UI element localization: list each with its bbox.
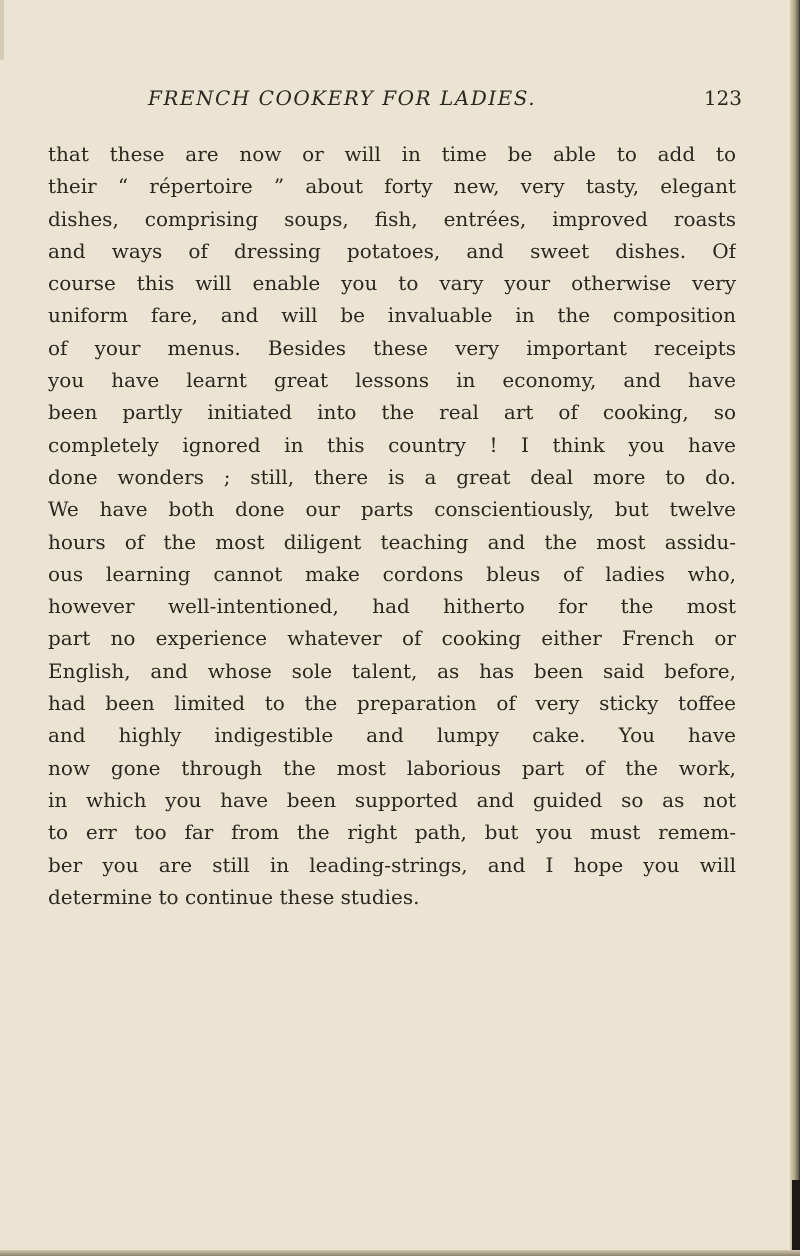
text-line: that these are now or will in time be able to add to — [48, 142, 736, 166]
text-line: part no experience whatever of cooking either French or — [48, 626, 736, 651]
page-number: 123 — [703, 86, 742, 110]
text-line: ous learning cannot make cordons bleus of ladies who, — [48, 561, 736, 586]
running-title: FRENCH COOKERY FOR LADIES. — [148, 86, 537, 110]
text-line: of your menus. Besides these very important receipts — [48, 335, 736, 360]
text-line: course this will enable you to vary your otherwise very — [48, 271, 736, 296]
text-line: had been limited to the preparation of very sticky toffee — [48, 691, 736, 716]
text-line: and highly indigestible and lumpy cake. You have — [48, 723, 736, 748]
text-line: and ways of dressing potatoes, and sweet dishes. Of — [48, 238, 736, 263]
text-line: now gone through the most laborious part of the work, — [48, 755, 736, 780]
text-line: been partly initiated into the real art of cooking, so — [48, 400, 736, 425]
text-line: their “ répertoire ” about forty new, very tasty, elegant — [48, 174, 736, 199]
text-line: dishes, comprising soups, fish, entrées, improved roasts — [48, 206, 736, 231]
page-right-edge — [790, 0, 800, 1256]
page-header — [46, 86, 758, 118]
text-line: ber you are still in leading-strings, and I hope you will — [48, 852, 736, 877]
text-line: English, and whose sole talent, as has been said before, — [48, 658, 736, 683]
text-line: to err too far from the right path, but you must remem- — [48, 820, 736, 845]
text-line: you have learnt great lessons in economy, and have — [48, 368, 736, 393]
text-line-last: determine to continue these studies. — [48, 884, 420, 909]
page-binding-shadow — [792, 1180, 800, 1256]
text-line: uniform fare, and will be invaluable in the composition — [48, 303, 736, 328]
text-line: hours of the most diligent teaching and the most assidu- — [48, 529, 736, 554]
body-paragraph — [48, 138, 736, 913]
text-line: done wonders ; still, there is a great deal more to do. — [48, 464, 736, 489]
text-line: completely ignored in this country ! I think you have — [48, 432, 736, 457]
text-line: We have both done our parts conscientiously, but twelve — [48, 497, 736, 522]
text-line: however well-intentioned, had hitherto for the most — [48, 594, 736, 619]
page-bottom-edge — [0, 1250, 800, 1256]
page-edge-mark — [0, 0, 4, 60]
text-line: in which you have been supported and guided so as not — [48, 787, 736, 812]
